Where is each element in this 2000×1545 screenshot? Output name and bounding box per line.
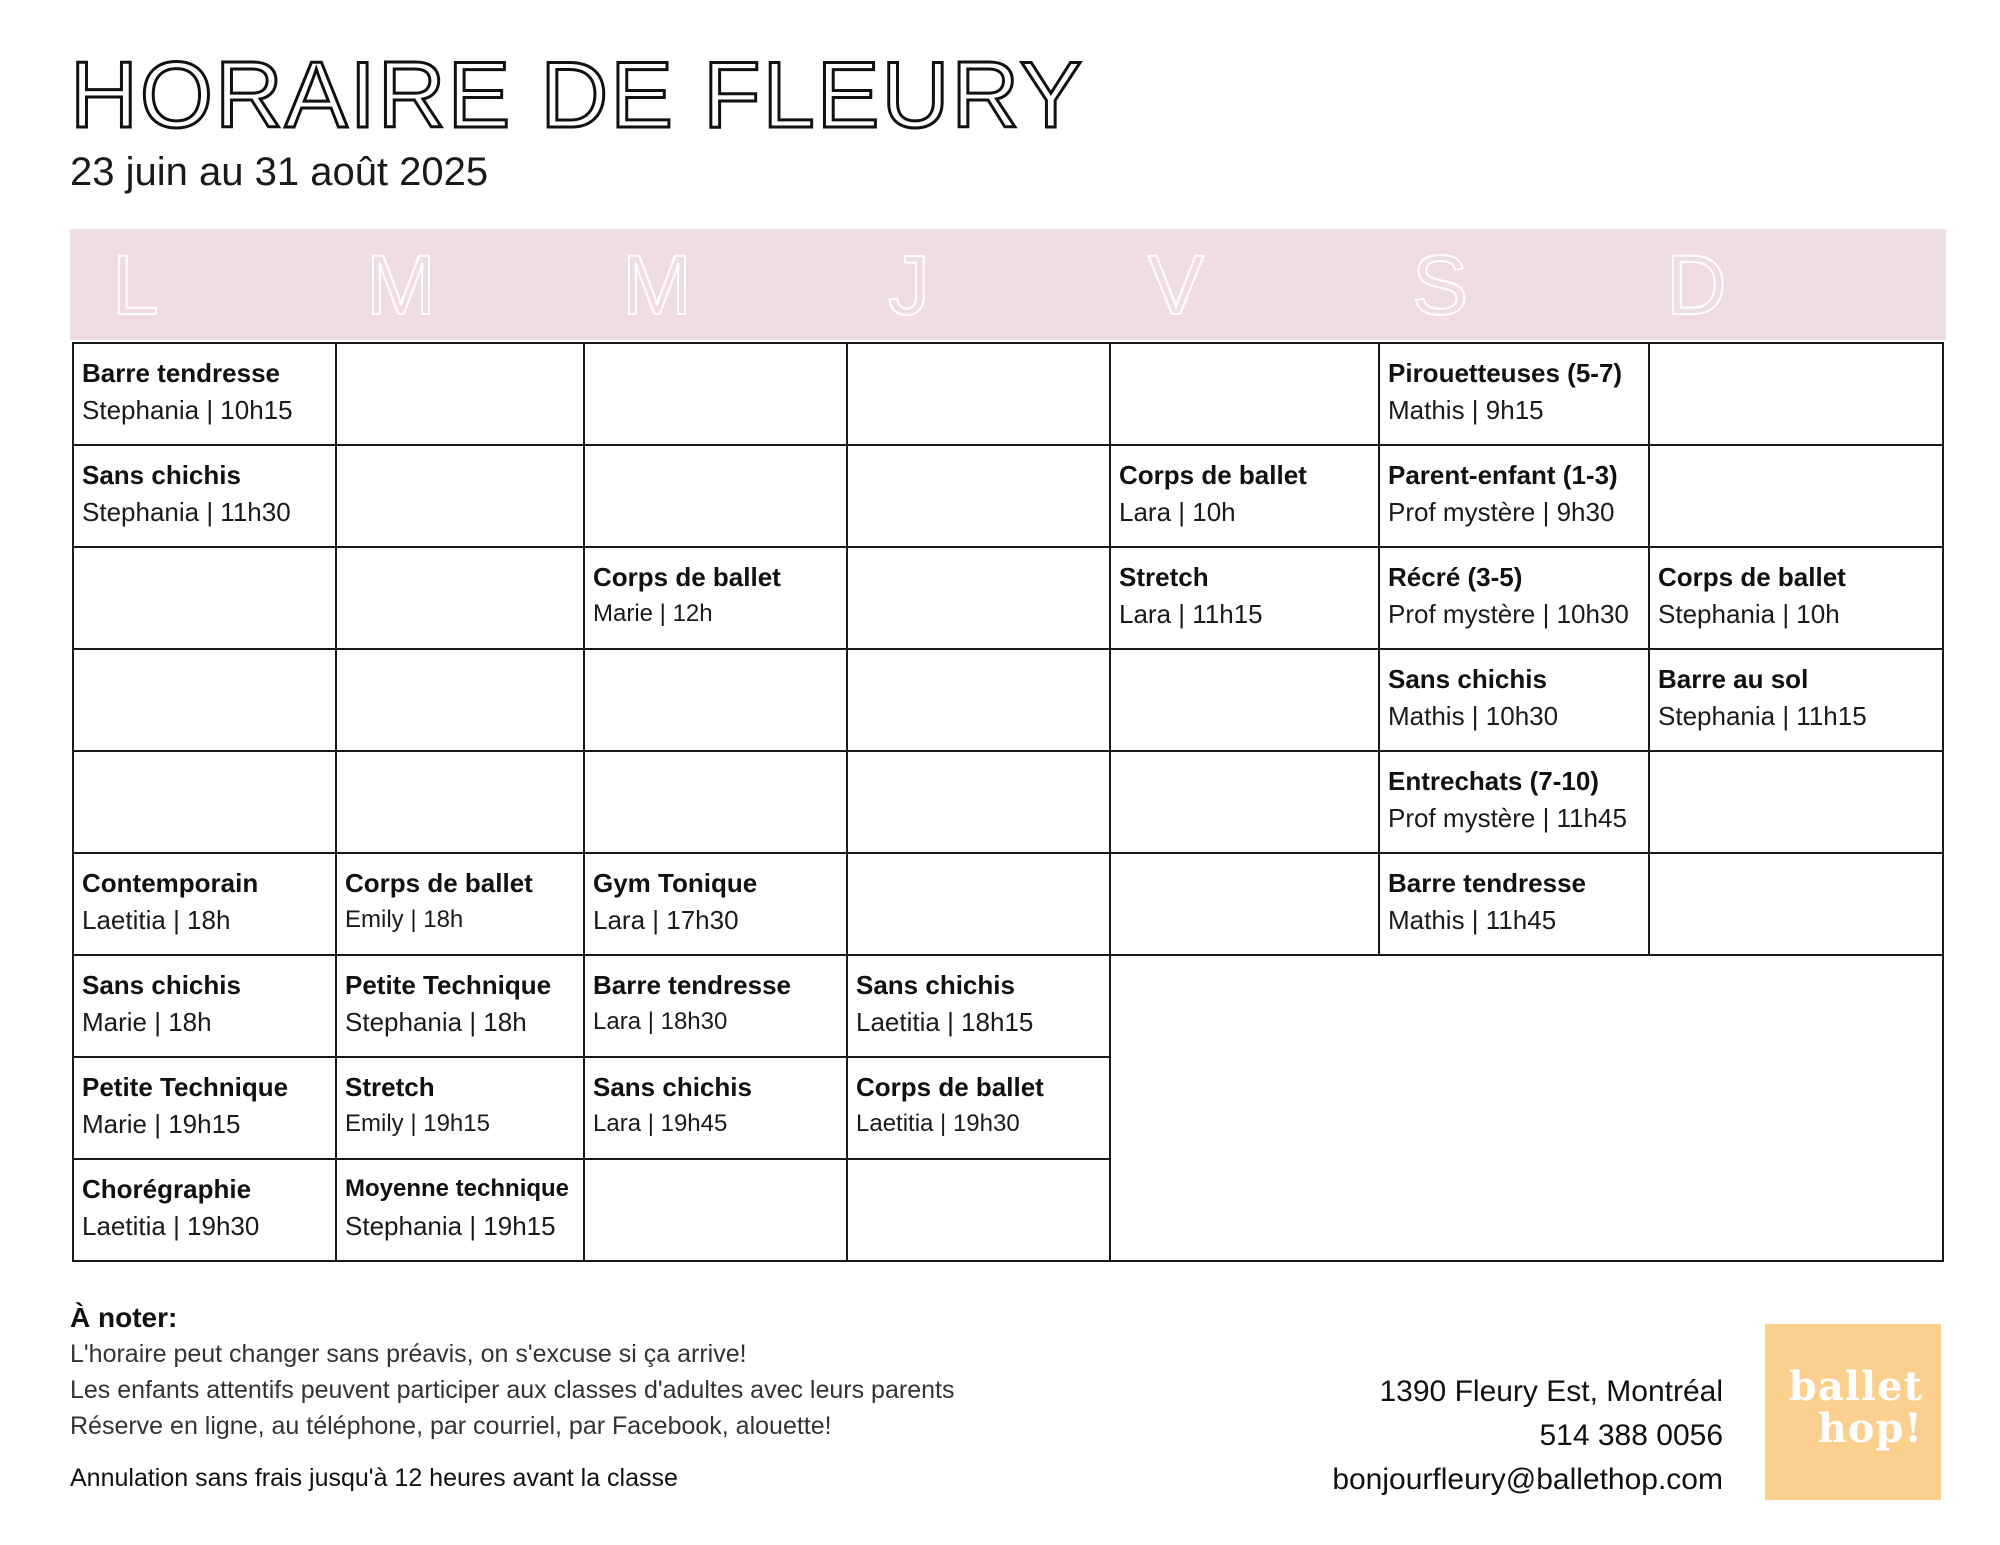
class-cell [72,954,337,1058]
class-cell [1378,546,1650,650]
empty-cell [846,648,1111,752]
class-info: Mathis | 9h15 [1388,395,1544,425]
empty-cell [1109,852,1380,956]
notes-title: À noter: [70,1302,178,1333]
class-name: Petite Technique [82,1072,289,1102]
class-cell [72,444,337,548]
class-name: Barre tendresse [1388,868,1586,898]
logo-line-1: ballet [1788,1363,1923,1410]
class-cell [583,1056,848,1160]
email-address[interactable]: bonjourfleury@ballethop.com [1332,1463,1723,1496]
phone-number[interactable]: 514 388 0056 [1539,1419,1723,1452]
class-cell [846,954,1111,1058]
class-cell [72,1056,337,1160]
class-info: Laetitia | 18h [82,905,231,935]
empty-cell [583,1158,848,1262]
class-info: Prof mystère | 9h30 [1388,497,1615,527]
class-cell [583,546,848,650]
class-name: Sans chichis [593,1072,752,1102]
empty-cell [1648,444,1944,548]
logo-line-2: hop! [1817,1405,1923,1452]
empty-cell [1109,342,1380,446]
empty-cell [583,750,848,854]
class-name: Corps de ballet [593,562,781,592]
cancellation-policy: Annulation sans frais jusqu'à 12 heures avant la classe [70,1464,678,1492]
class-cell [846,1056,1111,1160]
class-info: Laetitia | 19h30 [856,1110,1020,1137]
empty-cell [1648,852,1944,956]
class-info: Stephania | 10h [1658,599,1840,629]
class-cell [1109,444,1380,548]
class-name: Barre tendresse [593,970,791,1000]
class-name: Sans chichis [1388,664,1547,694]
weekday-header [70,229,1946,340]
date-range: 23 juin au 31 août 2025 [70,150,489,194]
class-name: Sans chichis [82,970,241,1000]
class-cell [583,954,848,1058]
class-cell [72,342,337,446]
class-info: Lara | 17h30 [593,905,739,935]
class-info: Mathis | 10h30 [1388,701,1559,731]
empty-cell [72,750,337,854]
class-name: Barre tendresse [82,358,280,388]
class-cell [1378,444,1650,548]
class-info: Marie | 12h [593,600,713,627]
class-name: Moyenne technique [345,1175,570,1202]
day-label-monday: L [112,238,159,332]
class-cell [1378,852,1650,956]
class-cell [72,1158,337,1262]
class-name: Barre au sol [1658,664,1809,694]
class-info: Laetitia | 18h15 [856,1007,1034,1037]
class-cell [1648,546,1944,650]
class-info: Lara | 10h [1119,497,1236,527]
class-cell [335,1158,585,1262]
class-info: Laetitia | 19h30 [82,1211,260,1241]
class-cell [72,852,337,956]
empty-cell [846,1158,1111,1262]
empty-cell [72,648,337,752]
empty-cell [846,546,1111,650]
class-cell [1378,648,1650,752]
class-info: Stephania | 19h15 [345,1211,556,1241]
class-cell [1648,648,1944,752]
empty-cell [846,342,1111,446]
class-info: Mathis | 11h45 [1388,905,1557,935]
empty-cell [335,444,585,548]
class-info: Stephania | 18h [345,1007,527,1037]
class-name: Contemporain [82,868,259,898]
day-label-sunday: D [1666,238,1727,332]
class-name: Entrechats (7-10) [1388,766,1599,796]
empty-cell [335,648,585,752]
class-cell [1378,750,1650,854]
note-line: Les enfants attentifs peuvent participer aux classes d'adultes avec leurs parents [70,1376,955,1404]
day-label-thursday: J [888,238,930,332]
empty-cell [1648,750,1944,854]
class-info: Emily | 19h15 [345,1110,490,1137]
empty-cell [335,750,585,854]
class-cell [335,954,585,1058]
class-name: Corps de ballet [856,1072,1044,1102]
class-info: Lara | 19h45 [593,1110,728,1137]
class-name: Chorégraphie [82,1174,252,1204]
ballet-hop-logo [1765,1324,1941,1500]
empty-cell [1648,342,1944,446]
class-info: Emily | 18h [345,906,464,933]
empty-cell [1109,648,1380,752]
class-name: Récré (3-5) [1388,562,1523,592]
empty-cell [335,546,585,650]
class-info: Stephania | 11h30 [82,497,291,527]
class-name: Stretch [345,1072,435,1102]
class-info: Stephania | 11h15 [1658,701,1867,731]
class-info: Lara | 11h15 [1119,599,1263,629]
class-cell [583,852,848,956]
class-name: Sans chichis [856,970,1015,1000]
class-name: Sans chichis [82,460,241,490]
class-info: Marie | 19h15 [82,1109,241,1139]
day-label-tuesday: M [366,238,436,332]
day-label-wednesday: M [622,238,692,332]
merged-empty-area [1109,954,1944,1262]
class-name: Parent-enfant (1-3) [1388,460,1618,490]
empty-cell [846,750,1111,854]
class-name: Corps de ballet [345,868,533,898]
day-label-saturday: S [1412,238,1469,332]
day-label-friday: V [1148,238,1205,332]
empty-cell [846,852,1111,956]
class-info: Stephania | 10h15 [82,395,293,425]
empty-cell [335,342,585,446]
note-line: L'horaire peut changer sans préavis, on s'excuse si ça arrive! [70,1340,747,1368]
class-info: Prof mystère | 10h30 [1388,599,1629,629]
contact-block [1332,1370,1723,1502]
class-cell [335,1056,585,1160]
empty-cell [846,444,1111,548]
class-cell [1109,546,1380,650]
empty-cell [583,648,848,752]
class-cell [335,852,585,956]
empty-cell [1109,750,1380,854]
class-name: Corps de ballet [1119,460,1307,490]
class-name: Gym Tonique [593,868,758,898]
address: 1390 Fleury Est, Montréal [1379,1375,1723,1408]
page-title: HORAIRE DE FLEURY [70,42,1085,147]
class-name: Stretch [1119,562,1209,592]
empty-cell [72,546,337,650]
class-info: Marie | 18h [82,1007,212,1037]
class-info: Lara | 18h30 [593,1008,728,1035]
empty-cell [583,444,848,548]
class-name: Pirouetteuses (5-7) [1388,358,1623,388]
note-line: Réserve en ligne, au téléphone, par courriel, par Facebook, alouette! [70,1412,832,1440]
class-info: Prof mystère | 11h45 [1388,803,1627,833]
notes-section [70,1300,1070,1496]
class-cell [1378,342,1650,446]
class-name: Corps de ballet [1658,562,1846,592]
empty-cell [583,342,848,446]
class-name: Petite Technique [345,970,552,1000]
